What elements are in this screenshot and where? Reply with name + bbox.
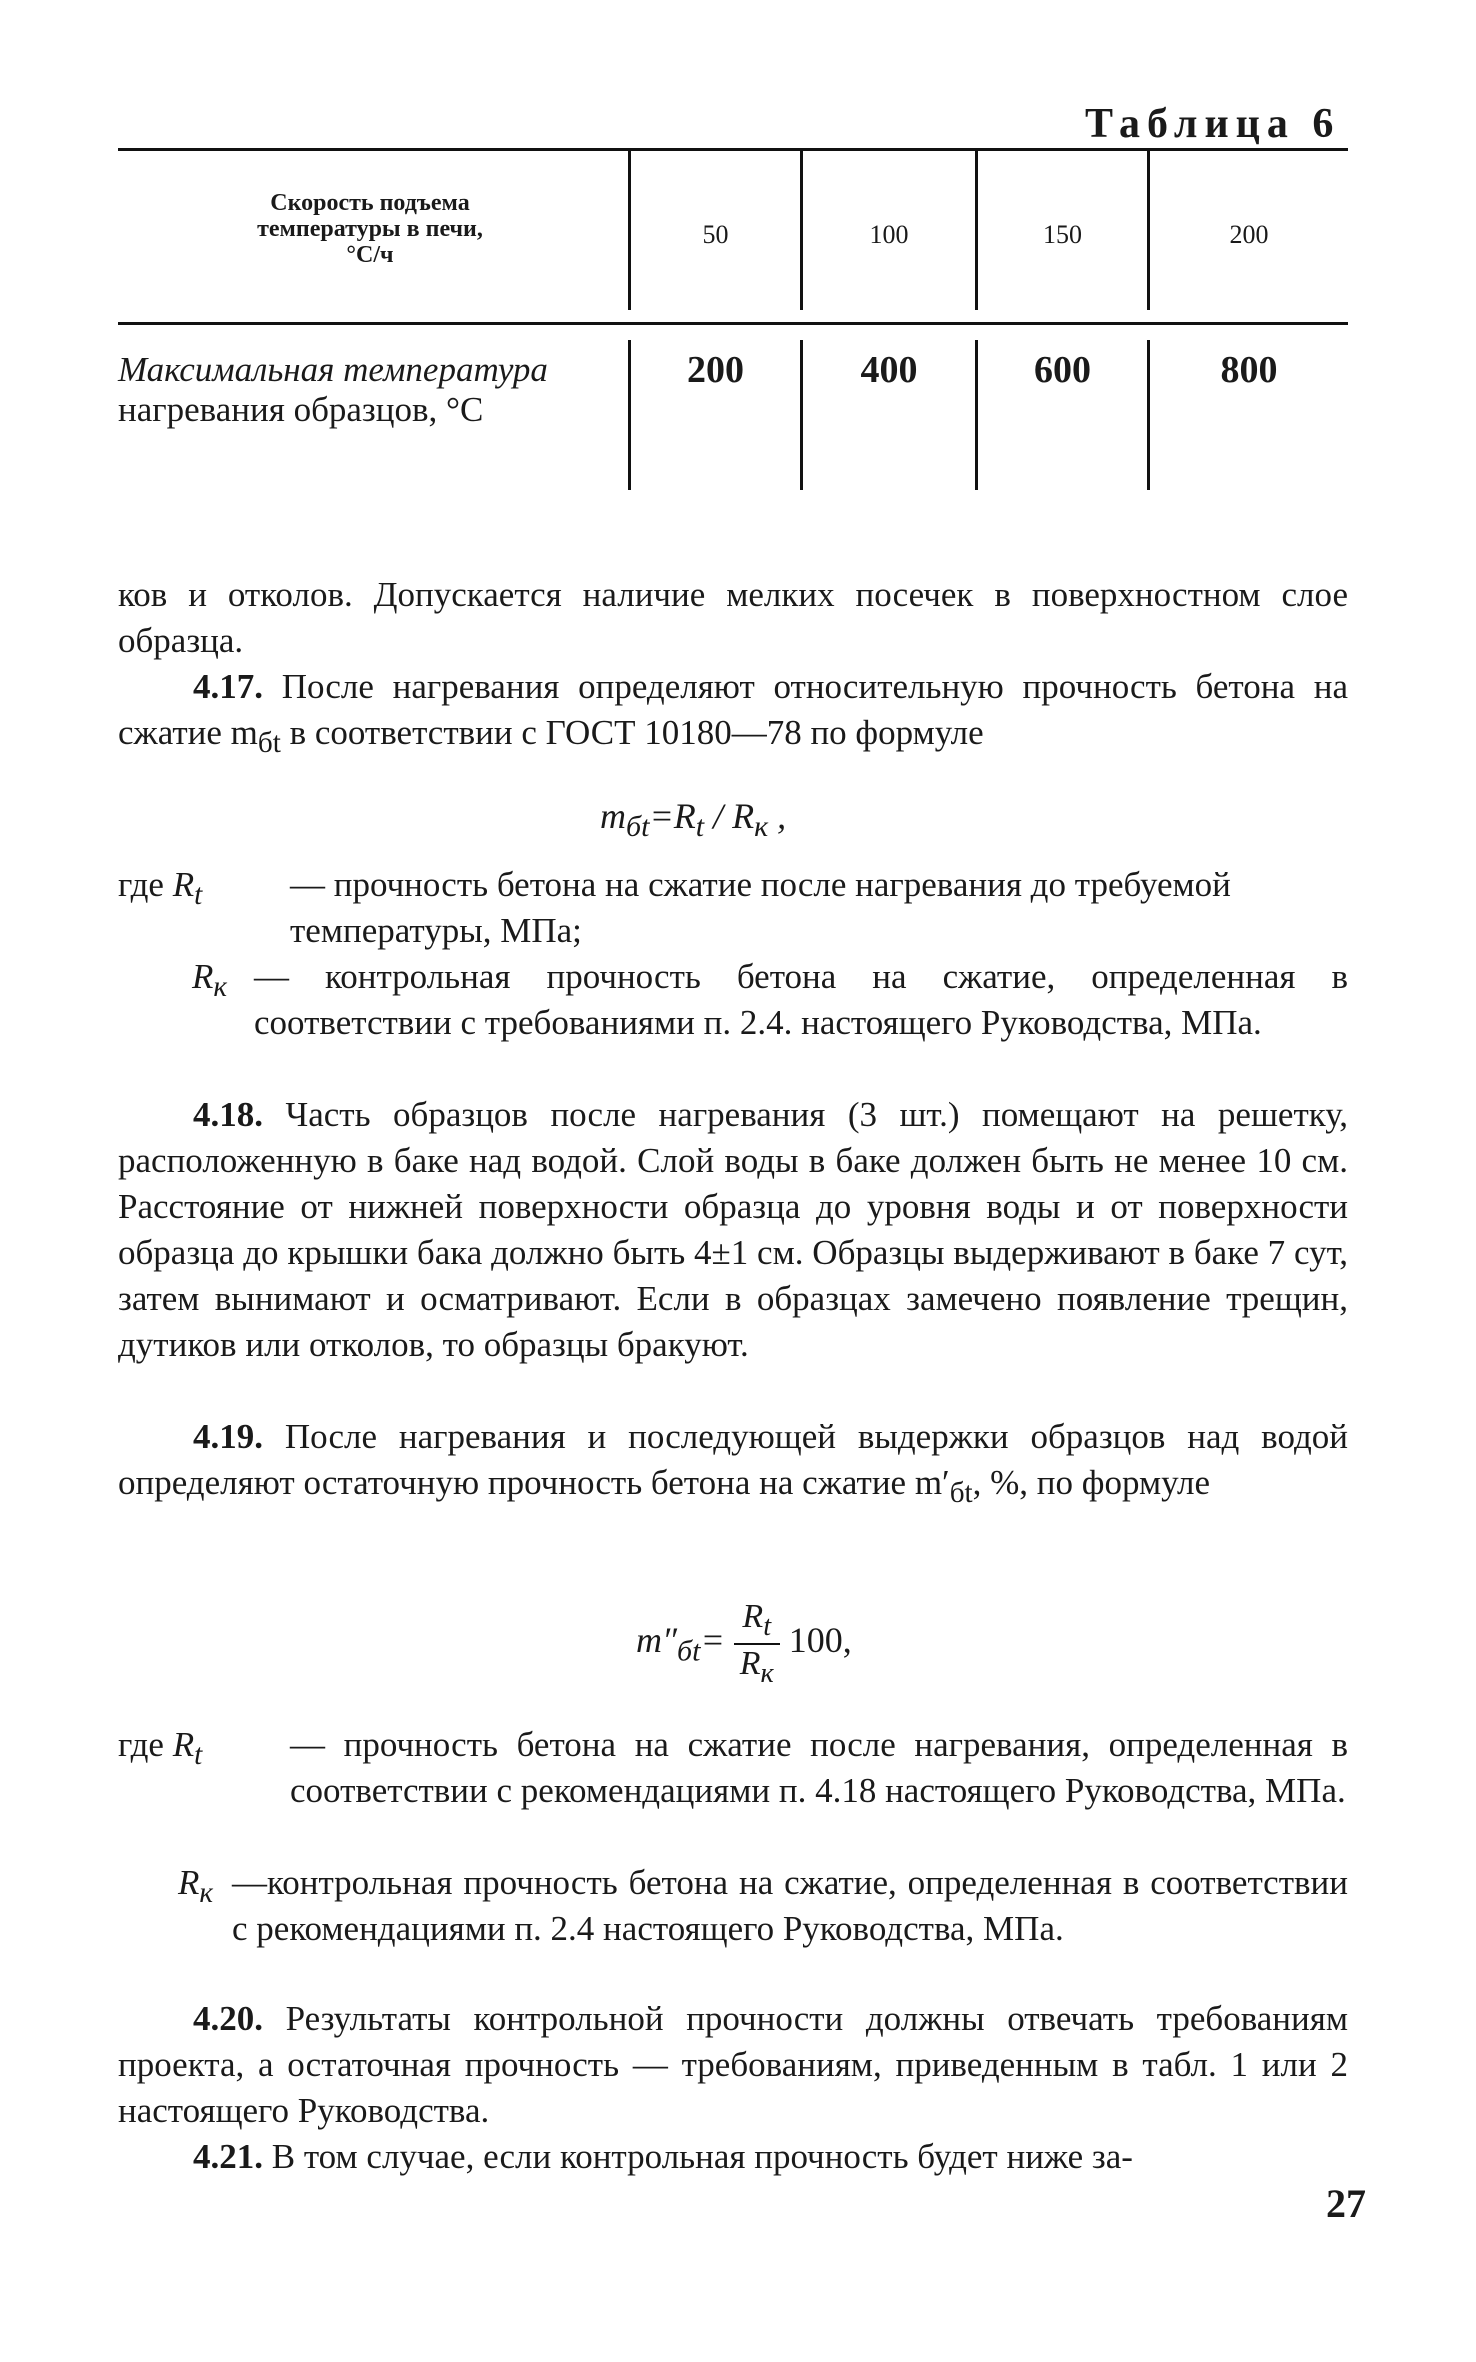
row-label-line-1: Максимальная температура	[118, 350, 548, 389]
section-number: 4.18.	[193, 1095, 263, 1134]
paragraph-intro: ков и отколов. Допускается наличие мелких посечек в поверхностном слое образца.	[118, 575, 1348, 660]
temp-cell: 400	[860, 349, 918, 391]
temp-cell: 800	[1220, 349, 1278, 391]
section-number: 4.19.	[193, 1417, 263, 1456]
fraction: $\frac{R_t}{R_к}$	[734, 1598, 780, 1690]
paragraph-4-18: 4.18. Часть образцов после нагревания (3 шт.) помещают на решетку, расположенную в баке над водой. Слой воды в баке должен быть не менее 10 см. Расстояние от нижней поверхности образца до уровня воды и от поверхности образца до крышки бака должно быть 4±1 см. Образцы выдерживают в баке 7 сут, затем вынимают и осматривают. Если в образцах замечено появление трещин, дутиков или отколов, то образцы бракуют.	[118, 1095, 1348, 1364]
header-label-line-3: °С/ч	[346, 242, 394, 268]
header-label-line-1: Скорость подъема	[270, 190, 470, 216]
temp-cell: 600	[1034, 349, 1091, 391]
paragraph-4-21: 4.21. В том случае, если контрольная прочность будет ниже за-	[193, 2137, 1133, 2176]
definition-rt-2	[118, 1722, 1348, 1810]
table-header-label	[160, 190, 580, 268]
table-row-label	[118, 350, 618, 430]
paragraph-4-19: 4.19. После нагревания и последующей выдержки образцов над водой определяют остаточную прочность бетона на сжатие $m'_{бt}$, %, по формуле	[118, 1417, 1348, 1509]
speed-cell: 150	[1043, 220, 1082, 249]
symbol-rt: $R_t$	[172, 1725, 203, 1771]
section-number: 4.21.	[193, 2137, 263, 2176]
formula-residual-strength: $m''_{бt}=$ $\frac{R_t}{R_к}$ 100,	[636, 1598, 852, 1689]
def1-text: — прочность бетона на сжатие после нагревания до требуемой температуры, МПа;	[290, 865, 1231, 950]
page-number: 27	[1326, 2181, 1366, 2226]
table-top-rule	[118, 148, 1348, 151]
speed-cell: 200	[1229, 220, 1269, 249]
def2-text: — контрольная прочность бетона на сжатие, определенная в соответствии с требованиями п. 2.4. настоящего Руководства, МПа.	[254, 957, 1348, 1042]
definition-rt	[118, 862, 1348, 950]
table-header-rule	[118, 322, 1348, 325]
def4-text: —контрольная прочность бетона на сжатие, определенная в соответствии с рекомендациями п. 2.4 настоящего Руководства, МПа.	[232, 1863, 1348, 1948]
section-number: 4.17.	[193, 667, 263, 706]
symbol-rk: $R_к$	[178, 1863, 214, 1909]
formula-relative-strength: $m_{бt}=R_t / R_к$ ,	[600, 796, 787, 844]
speed-cell: 50	[702, 220, 729, 249]
where-label: где	[118, 865, 164, 904]
definition-rk-2	[178, 1860, 1348, 1948]
section-number: 4.20.	[193, 1999, 263, 2038]
definition-rk	[192, 954, 1348, 1042]
where-label: где	[118, 1725, 164, 1764]
def3-text: — прочность бетона на сжатие после нагревания, определенная в соответствии с рекомендациями п. 4.18 настоящего Руководства, МПа.	[290, 1725, 1348, 1810]
paragraph-4-17: 4.17. После нагревания определяют относительную прочность бетона на сжатие $m_{бt}$ в соответствии с ГОСТ 10180—78 по формуле	[118, 667, 1349, 759]
symbol-rt: $R_t$	[172, 865, 203, 911]
symbol-rk: $R_к$	[192, 957, 228, 1003]
speed-cell: 100	[869, 220, 909, 249]
header-label-line-2: температуры в печи,	[257, 216, 483, 242]
paragraph-4-20: 4.20. Результаты контрольной прочности должны отвечать требованиям проекта, а остаточная прочность — требованиям, приведенным в табл. 1 или 2 настоящего Руководства.	[118, 1999, 1348, 2130]
row-label-line-2: нагревания образцов, °С	[118, 390, 484, 429]
table-caption: Таблица 6	[1085, 101, 1341, 147]
temp-cell: 200	[687, 349, 744, 391]
